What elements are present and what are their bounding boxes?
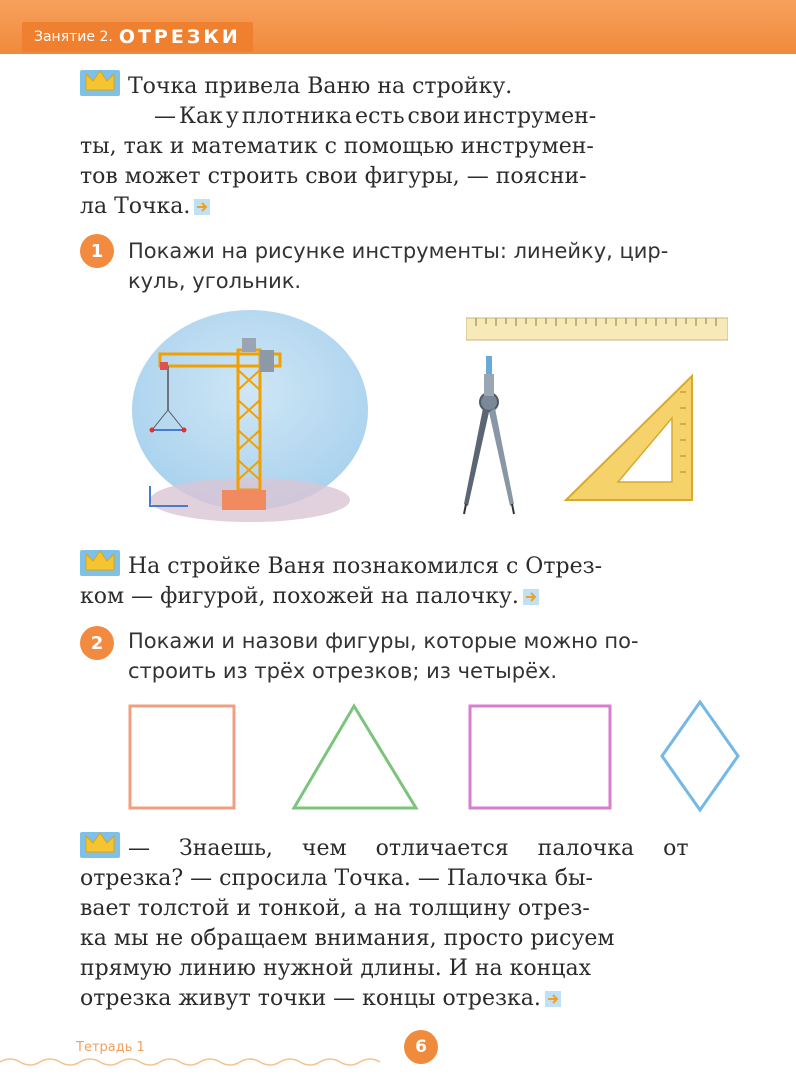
- task-1-line: куль, угольник.: [128, 269, 302, 293]
- page-header: [0, 0, 796, 54]
- crown-icon: [80, 826, 120, 858]
- square-shape: [130, 706, 234, 808]
- story-3-line: — Знаешь, чем отличается палочка от: [128, 836, 689, 861]
- task-2-line: строить из трёх отрезков; из четырёх.: [128, 659, 558, 683]
- story-2-line-text: ком — фигурой, похожей на палочку.: [80, 584, 519, 609]
- story-2-cont: [80, 582, 770, 612]
- task-2-text: [128, 626, 639, 686]
- lesson-title: ОТРЕЗКИ: [118, 26, 241, 48]
- story-2: [128, 552, 768, 582]
- triangle-shape: [294, 706, 416, 808]
- crown-icon: [80, 64, 120, 96]
- rectangle-shape: [470, 706, 610, 808]
- story-3-line-text: отрезка живут точки — концы отрезка.: [80, 986, 541, 1011]
- story-1-line: Точка привела Ваню на стройку.: [128, 74, 513, 99]
- compass-illustration: [458, 356, 520, 516]
- lesson-number: Занятие 2.: [34, 29, 113, 45]
- crown-icon: [80, 544, 120, 576]
- task-2-number: 2: [80, 626, 114, 660]
- story-1-line: ты, так и математик с помощью инструмен-: [80, 134, 594, 159]
- arrow-right-icon: [194, 199, 210, 215]
- story-1: [128, 72, 768, 132]
- story-1-line-text: ла Точка.: [80, 194, 191, 219]
- arrow-right-icon: [545, 991, 561, 1007]
- story-3: [128, 834, 768, 864]
- story-3-line: вает толстой и тонкой, а на толщину отрез-: [80, 896, 590, 921]
- story-3-line: ка мы не обращаем внимания, просто рисуем: [80, 926, 615, 951]
- task-1-text: [128, 236, 668, 296]
- lesson-tag: [22, 22, 253, 52]
- story-1-cont: [80, 132, 770, 222]
- page-number: 6: [404, 1030, 438, 1064]
- story-3-cont: [80, 864, 770, 1014]
- footer-wave: [0, 1056, 796, 1068]
- rhombus-shape: [662, 702, 738, 810]
- workbook-label: Тетрадь 1: [76, 1040, 145, 1055]
- story-2-line-last: [80, 582, 770, 612]
- story-3-line: прямую линию нужной длины. И на концах: [80, 956, 591, 981]
- crane-illustration: [130, 310, 380, 530]
- story-1-line: — Как у плотника есть свои инструмен-: [154, 104, 597, 129]
- story-2-line: На стройке Ваня познакомился с Отрез-: [128, 554, 603, 579]
- story-3-line: отрезка? — спросила Точка. — Палочка бы-: [80, 866, 593, 891]
- story-3-line-last: [80, 984, 770, 1014]
- ruler-illustration: [466, 316, 728, 342]
- set-square-illustration: [560, 372, 700, 504]
- shapes-row: [120, 698, 760, 818]
- story-1-line: тов может строить свои фигуры, — поясни-: [80, 164, 587, 189]
- task-1-line: Покажи на рисунке инструменты: линейку, цир-: [128, 239, 669, 263]
- arrow-right-icon: [523, 589, 539, 605]
- task-2-line: Покажи и назови фигуры, которые можно по-: [128, 629, 639, 653]
- story-1-line-last: [80, 192, 770, 222]
- task-1-number: 1: [80, 234, 114, 268]
